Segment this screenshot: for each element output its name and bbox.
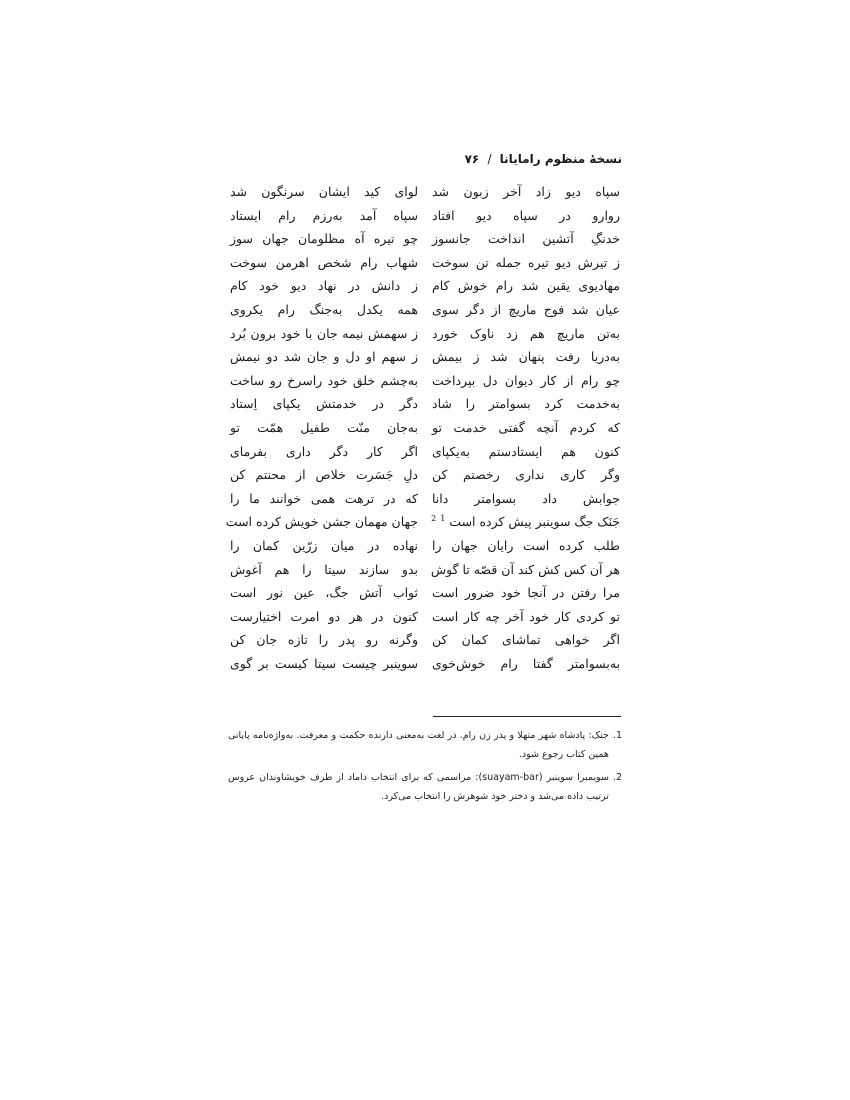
verse-line: وگرنه رو پدر را تازه جان کن xyxy=(230,632,418,648)
verse-line: ز تیرش دیو تیره جمله تن سوخت xyxy=(432,254,620,270)
verse-line: به‌چشم خلق خود راسرخ رو ساخت xyxy=(230,372,418,388)
footnote-ref-2: 2 xyxy=(431,514,437,524)
footnote-number: 2. xyxy=(612,772,622,783)
footnote-text: سویمبرا سوینبر (suayam-bar): مراسمی که برای انتخاب داماد از طرف خویشاوندان عروس ترتیب داده می‌شد و دختر خود شوهرش را انتخاب می‌کرد. xyxy=(228,772,609,802)
verse-line: همه یکدل به‌جنگ رام یکروی xyxy=(230,301,418,317)
verse-line: چو تیره آه مظلومان جهان سوز xyxy=(230,231,418,247)
footnote-number: 1. xyxy=(612,730,622,741)
verse-line: خدنگِ آتشین انداخت جانسوز xyxy=(432,231,620,247)
verse-line: وگر کاری نداری رخصتم کن xyxy=(432,467,620,483)
verse-line: سپاه آمد به‌رزم رام ایستاد xyxy=(230,207,418,223)
verse-line: به‌خدمت کرد بسوامتر را شاد xyxy=(432,396,620,412)
verse-line: ز سهم او دل و جان شد دو نیمش xyxy=(230,349,418,365)
verse-line: سوینبر چیست سیتا کیست بر گوی xyxy=(230,655,418,671)
page-number: ۷۶ xyxy=(464,152,480,166)
footnote-text: جنک: پادشاه شهر متهلا و پدر زن رام. در لغت به‌معنی دارنده حکمت و معرفت. به‌واژه‌نامه پایانی همین کتاب رجوع شود. xyxy=(228,730,609,760)
verse-line-with-footnotes xyxy=(432,510,620,534)
verse-line: اگر خواهی تماشای کمان کن xyxy=(432,632,620,648)
verse-line: که در ترهت همی خوانند ما را xyxy=(230,490,418,506)
footnote-item xyxy=(228,726,622,764)
footnote-item xyxy=(228,768,622,806)
verse-line: ز سهمش نیمه جان با خود برون بُرد xyxy=(230,325,418,341)
verse-line: مرا رفتن در آنجا خود ضرور است xyxy=(432,585,620,601)
verse-line: تو کردی کار خود آخر چه کار است xyxy=(432,608,620,624)
verse-text: جَنَک جگ سوینبر پیش کرده است xyxy=(449,514,620,530)
verse-line: کنون در هر دو امرت اختیارست xyxy=(230,608,418,624)
verse-line: نهاده در میان زرّین کمان را xyxy=(230,537,418,553)
verse-line: ثواب آتش جگ، عین نور است xyxy=(230,585,418,601)
verse-line: هر آن کس کش کند آن قصّه تا گوش xyxy=(430,561,620,577)
verse-line: که کردم آنچه گفتی خدمت تو xyxy=(432,419,620,435)
verse-line: کنون هم ایستادستم به‌یکپای xyxy=(432,443,620,459)
verse-line: سپاه دیو زاد آخر زبون شد xyxy=(432,184,620,199)
footnotes xyxy=(228,726,622,810)
verse-line: اگر کار دگر داری بفرمای xyxy=(230,443,418,459)
verse-line: چو رام از کار دیوان دل بپرداخت xyxy=(432,372,620,388)
book-title: نسخهٔ منظوم رامایانا xyxy=(499,152,622,166)
verse-line: عیان شد فوج ماریچ از دگر سوی xyxy=(432,301,620,317)
verse-line: شهاب رام شخص اهرمن سوخت xyxy=(230,254,418,270)
verse-line: بدو سازند سیتا را هم آغوش xyxy=(230,561,418,577)
verse-line: به‌دریا رفت پنهان شد ز بیمش xyxy=(432,349,620,365)
verse-line: دلِ جَسَرت خلاص از محنتم کن xyxy=(230,467,418,483)
verse-line: طلب کرده است رایان جهان را xyxy=(432,537,620,553)
running-header xyxy=(222,152,622,172)
verse-line: ز دانش در نهاد دیو خود کام xyxy=(230,278,418,294)
verse-line: مهادیوی یقین شد رام خوش کام xyxy=(432,278,620,294)
verse-line: به‌بسوامتر گفتا رام خوش‌خوی xyxy=(432,655,620,671)
verse-line: دگر در خدمتش یکپای اِستاد xyxy=(230,396,418,412)
verse-line: جهان مهمان جشن خویش کرده است xyxy=(225,514,418,530)
verse-column-right xyxy=(432,180,620,675)
verse-line: روارو در سپاه دیو افتاد xyxy=(432,207,620,223)
footnote-ref-1: 1 xyxy=(440,514,446,524)
verse-column-left xyxy=(225,180,418,675)
footnote-divider xyxy=(433,716,621,717)
verse-line: به‌تن ماریچ هم زد ناوک خورد xyxy=(432,325,620,341)
verse-line: به‌جان منّت طفیل همّت تو xyxy=(230,419,418,435)
verse-line: لوای کید ایشان سرنگون شد xyxy=(230,184,418,199)
header-separator: / xyxy=(487,152,492,166)
verse-line: جوابش داد بسوامتر دانا xyxy=(432,490,620,506)
